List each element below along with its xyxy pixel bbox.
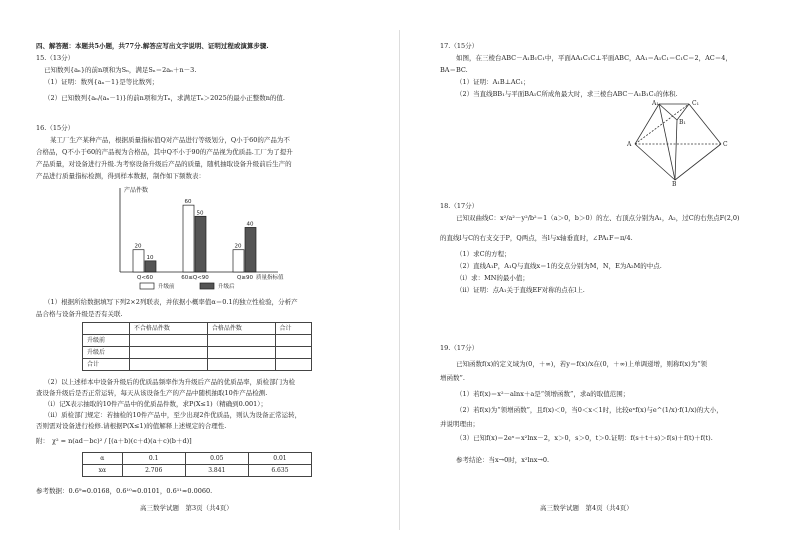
q16-part1-line: 品合格与设备升级是否有关联. bbox=[36, 310, 123, 318]
q19-reference: 参考结论：当x→0时，x²lnx→0. bbox=[456, 456, 550, 464]
q19-title: 19.（17分） bbox=[440, 344, 479, 352]
page-footer: 高三数学试题 第3页（共4页） bbox=[140, 504, 233, 512]
table-cell bbox=[207, 335, 275, 347]
q17-line: 如图，在三棱台ABC－A₁B₁C₁中，平面AA₁C₁C⊥平面ABC，AA₁＝A₁C₁＝C₁C＝2，AC＝4， bbox=[456, 54, 732, 62]
bar-data-label: 20 bbox=[134, 243, 142, 250]
legend-swatch bbox=[140, 283, 154, 289]
page-divider bbox=[399, 30, 400, 530]
x-tick-label: Q<60 bbox=[137, 275, 153, 281]
q17-line: （1）证明：A₁B⊥AC₁； bbox=[456, 78, 530, 86]
label-b: B bbox=[672, 181, 677, 186]
x-tick-label: 60≤Q<90 bbox=[181, 275, 209, 281]
table-cell: xα bbox=[83, 465, 123, 477]
q15-part1: （1）证明：数列{aₙ－1}是等比数列； bbox=[44, 78, 159, 86]
q16-part2-line: （2）以上述样本中设备升级后的优质品频率作为升级后产品的优质品率，质检部门为检 bbox=[44, 378, 296, 386]
q18-line: （1）求C的方程； bbox=[456, 250, 511, 258]
table-cell: 0.1 bbox=[122, 453, 185, 465]
table-header-cell: 不合格品件数 bbox=[129, 323, 207, 335]
q16-part2-line: 查设备升级后是否正常运转，每天从该设备生产的产品中随机抽取10件产品检测. bbox=[36, 389, 268, 397]
table-cell bbox=[275, 335, 311, 347]
table-cell bbox=[129, 335, 207, 347]
table-header-cell: 合计 bbox=[275, 323, 311, 335]
q16-part2-line: （i）记X表示抽取的10件产品中的优质品件数，求P(X≤1)（精确到0.001）； bbox=[44, 400, 267, 408]
table-cell bbox=[275, 347, 311, 359]
edge-ab bbox=[635, 144, 675, 180]
section-header: 四、解答题：本题共5小题，共77分.解答应写出文字说明、证明过程或演算步骤. bbox=[36, 42, 269, 50]
q16-line: 产品质量，对设备进行升级.为考察设备升级后产品的质量，随机抽取设备升级前后生产的 bbox=[36, 160, 292, 168]
q18-line: （i）求：MN的最小值； bbox=[456, 274, 529, 282]
table-row bbox=[83, 465, 312, 477]
table-row bbox=[83, 323, 312, 335]
q18-line: 已知双曲线C：x²/a²－y²/b²＝1（a＞0，b＞0）的左、右顶点分别为A₁，A₂，过C的右焦点F(2,0) bbox=[456, 214, 740, 222]
table-cell: 0.05 bbox=[185, 453, 248, 465]
bar-data-label: 60 bbox=[184, 199, 192, 206]
q16-part2-line: 否则需对设备进行检修.请根据P(X≤1)的值解释上述规定的合理性. bbox=[36, 422, 227, 430]
q18-line: 的直线l与C的右支交于P，Q两点，当l与x轴垂直时，∠PA₁F＝π/4. bbox=[440, 234, 633, 242]
legend-label: 升级前 bbox=[158, 284, 175, 290]
segment-a1b bbox=[659, 104, 675, 180]
alpha-table bbox=[82, 452, 312, 477]
page-footer: 高三数学试题 第4页（共4页） bbox=[540, 504, 633, 512]
frequency-bar-chart bbox=[100, 180, 300, 300]
table-row bbox=[83, 347, 312, 359]
q15-stem: 已知数列{aₙ}的前n项和为Sₙ，满足Sₙ＝2aₙ＋n－3. bbox=[44, 66, 197, 74]
q15-title: 15.（13分） bbox=[36, 54, 75, 62]
table-cell bbox=[207, 347, 275, 359]
q17-line: （2）当直线BB₁与平面BA₁C所成角最大时，求三棱台ABC－A₁B₁C₁的体积. bbox=[456, 90, 678, 98]
q19-line: 已知函数f(x)的定义域为(0，＋∞)，若y＝f(x)/x在(0，＋∞)上单调递增，则称f(x)为“领 bbox=[456, 360, 708, 368]
bar-data-label: 40 bbox=[246, 221, 254, 228]
table-cell: 0.01 bbox=[248, 453, 311, 465]
q19-line: 并说明理由； bbox=[440, 420, 479, 428]
q19-line: 增函数”. bbox=[440, 374, 465, 382]
bar bbox=[183, 205, 194, 272]
legend-swatch bbox=[200, 283, 214, 289]
q18-line: （2）直线A₁P，A₁Q与直线x＝1的交点分别为M，N，E为A₂M的中点. bbox=[456, 262, 662, 270]
bar-data-label: 50 bbox=[196, 210, 204, 217]
table-cell: 2.706 bbox=[122, 465, 185, 477]
bar bbox=[233, 250, 244, 272]
label-a1: A₁ bbox=[652, 100, 659, 107]
bar bbox=[195, 216, 206, 272]
legend-label: 升级后 bbox=[218, 284, 235, 290]
q16-title: 16.（15分） bbox=[36, 124, 75, 132]
table-cell: 升级后 bbox=[83, 347, 130, 359]
edge-cc1 bbox=[689, 104, 721, 144]
label-c: C bbox=[723, 141, 728, 148]
q16-line: 产品进行质量指标检测，得到样本数据，制作如下频数表： bbox=[36, 172, 205, 180]
q15-part2: （2）已知数列{aₙ/(aₙ－1)}的前n项和为Tₙ，求满足Tₙ＞2025的最小正整数n的值. bbox=[44, 94, 285, 102]
q16-line: 合格品，Q不小于60的产品视为合格品，其中Q不小于90的产品视为优质品.工厂为了提升 bbox=[36, 148, 293, 156]
q16-part1-line: （1）根据所给数据填写下列2×2列联表，并依据小概率值α＝0.1的独立性检验，分析产 bbox=[44, 298, 298, 306]
table-cell bbox=[129, 347, 207, 359]
q18-title: 18.（17分） bbox=[440, 202, 479, 210]
bar bbox=[133, 250, 144, 272]
reference-data: 参考数据：0.6⁹≈0.0168，0.6¹⁰≈0.0101，0.6¹¹≈0.0060. bbox=[36, 487, 213, 495]
q17-title: 17.（15分） bbox=[440, 42, 479, 50]
q19-line: （1）若f(x)＝x²－alnx＋a是“领增函数”，求a的取值范围； bbox=[456, 390, 630, 398]
chart-title: 产品件数 bbox=[124, 187, 149, 194]
q16-part2-line: （ii）质检部门规定：若抽检的10件产品中，至少出现2件优质品，则认为设备正常运转， bbox=[44, 411, 302, 419]
q19-line: （2）若f(x)为“领增函数”，且f(x)＜0，当0＜x＜1时，比较eˣf(x)与e^(1/x)·f(1/x)的大小， bbox=[456, 406, 723, 414]
table-header-cell bbox=[83, 323, 130, 335]
frustum-figure bbox=[625, 98, 730, 186]
q19-line: （3）已知f(x)＝2eˣ＝x²lnx－2，x＞0，s＞0，t＞0.证明：f(s＋t＋s)＞f(s)＋f(t)＋f(t). bbox=[456, 434, 713, 442]
table-cell bbox=[207, 359, 275, 371]
edge-bb1 bbox=[675, 120, 677, 180]
bar-chart-svg bbox=[100, 180, 300, 300]
table-cell: 合计 bbox=[83, 359, 130, 371]
table-row bbox=[83, 335, 312, 347]
contingency-table bbox=[82, 322, 312, 371]
bar-data-label: 10 bbox=[146, 254, 154, 261]
table-cell bbox=[275, 359, 311, 371]
edge-aa1 bbox=[635, 104, 659, 144]
label-a: A bbox=[627, 141, 632, 148]
table-cell: 升级前 bbox=[83, 335, 130, 347]
table-row bbox=[83, 453, 312, 465]
q18-line: （ii）证明：点A₁关于直线EF对称的点在l上. bbox=[456, 286, 585, 294]
label-c1: C₁ bbox=[692, 100, 699, 107]
q16-line: 某工厂生产某种产品，根据质量指标值Q对产品进行等级划分，Q小于60的产品为不 bbox=[50, 136, 290, 144]
table-header-cell: 合格品件数 bbox=[207, 323, 275, 335]
table-cell bbox=[129, 359, 207, 371]
chi-square-formula: χ² = n(ad－bc)² / [(a＋b)(c＋d)(a＋c)(b＋d)] bbox=[52, 437, 192, 445]
bar bbox=[145, 261, 156, 272]
edge-bc bbox=[675, 144, 721, 180]
x-axis-label: 质量指标值 bbox=[256, 275, 284, 281]
table-cell: 3.841 bbox=[185, 465, 248, 477]
formula-label: 附： bbox=[36, 437, 49, 445]
bar-data-label: 20 bbox=[234, 243, 242, 250]
label-b1: B₁ bbox=[679, 119, 686, 126]
table-cell: α bbox=[83, 453, 123, 465]
x-tick-label: Q≥90 bbox=[237, 275, 253, 281]
q17-line: BA＝BC. bbox=[440, 66, 468, 74]
bar bbox=[245, 227, 256, 272]
table-cell: 6.635 bbox=[248, 465, 311, 477]
table-row bbox=[83, 359, 312, 371]
